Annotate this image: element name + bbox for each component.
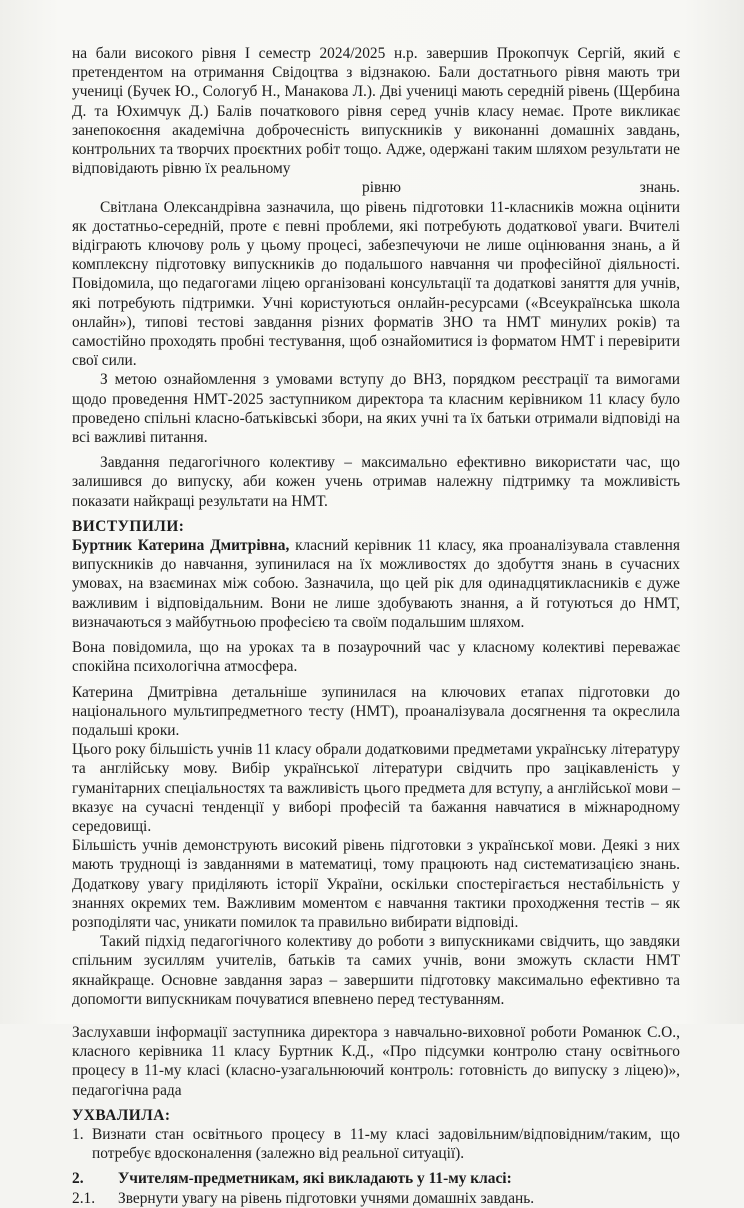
paragraph-task: Завдання педагогічного колективу – максимально ефективно використати час, що залишився до випуску, аби кожен учень отримав належну підтримку та можливість показати найкращі результати на НМТ. — [72, 454, 680, 510]
paragraph-grades: на бали високого рівня І семестр 2024/2025 н.р. завершив Прокопчук Сергій, який є претендентом на отримання Свідоцтва з відзнакою. Бали достатнього рівня мають три учениці (Бучек Ю., Сологуб Н., Манакова Л.). Дві учениці мають середній рівень (Щербина Д. та Юхимчук Д.) Балів початкового рівня серед учнів класу немає. Проте викликає занепокоєння академічна доброчесність випускників у виконанні домашніх завдань, контрольних та творчих проєктних робіт тощо. Адже, одержані таким шляхом результати не відповідають рівню їх реальному — [72, 45, 680, 178]
decision-item-1 — [72, 1125, 680, 1163]
decision-item-2 — [72, 1169, 680, 1188]
decision-item-2-1-text: Звернути увагу на рівень підготовки учнями домашніх завдань. — [118, 1189, 535, 1207]
paragraph-approach: Такий підхід педагогічного колективу до роботи з випускниками свідчить, що завдяки спільним зусиллям учителів, батьків та самих учнів, вони зможуть скласти НМТ якнайкраще. Основне завдання зараз – завершити підготовку максимально ефективно та допомогти випускникам почуватися впевнено перед тестуванням. — [72, 933, 680, 1008]
decision-item-1-text: Визнати стан освітнього процесу в 11-му класі задовільним/відповідним/таким, що потребує вдосконалення (залежно від реальної ситуації). — [92, 1125, 680, 1163]
paragraph-having-heard: Заслухавши інформації заступника директора з навчально-виховної роботи Романюк С.О., класного керівника 11 класу Буртник К.Д., «Про підсумки контролю стану освітнього процесу в 11-му класі (класно-узагальнюючий контроль: готовність до випуску з ліцею)», педагогічна рада — [72, 1023, 680, 1099]
paragraph-levels: Більшість учнів демонструють високий рівень підготовки з української мови. Деякі з них мають труднощі із завданнями в математиці, тому працюють над систематизацією знань. Додаткову увагу приділяють історії України, оскільки спостерігається нестабільність у знаннях окремих тем. Важливим моментом є навчання тактики проходження тестів – як розподіляти час, уникати помилок та правильно вибирати відповіді. — [72, 837, 680, 931]
speaker-text: класний керівник 11 класу, яка проаналізувала ставлення випускників до навчання, зупинилася на їх можливостях до здобуття знань в сучасних умовах, на взаєминах між собою. Зазначила, що цей рік для одинадцятикласників є дуже важливим і відповідальним. Вони не лише здобувають знання, а й готуються до НМТ, визначаються з майбутньою професією та своїм подальшим шляхом. — [72, 537, 680, 631]
paragraph-grades-tail — [72, 178, 680, 197]
tail-word-rivniu: рівню — [362, 179, 401, 197]
decision-item-2-1 — [72, 1189, 680, 1208]
paragraph-svitlana: Світлана Олександрівна зазначила, що рівень підготовки 11-класників можна оцінити як достатньо-середній, проте є певні проблеми, які потребують додаткової уваги. Вчителі відіграють ключову роль у цьому процесі, забезпечуючи не лише оцінювання знань, а й комплексну підготовку випускників до подальшого навчання чи професійної діяльності. Повідомила, що педагогами ліцею організовані консультації та додаткові заняття для учнів, які потребують підтримки. Учні користуються онлайн-ресурсами («Всеукраїнська школа онлайн»), типові тестові завдання різних форматів ЗНО та НМТ минулих років) та самостійно проходять пробні тестування, щоб ознайомитися із форматом НМТ і перевірити свої сили. — [72, 198, 680, 370]
paragraph-burtnyk — [72, 536, 680, 632]
speaker-name: Буртник Катерина Дмитрівна, — [72, 537, 290, 555]
decision-item-2-text: Учителям-предметникам, які викладають у 11-му класі: — [118, 1170, 512, 1188]
paragraph-atmosphere: Вона повідомила, що на уроках та в позаурочний час у класному колективі переважає спокійна психологічна атмосфера. — [72, 639, 680, 676]
decision-item-2-1-number: 2.1. — [72, 1189, 96, 1207]
decision-item-1-number: 1. — [72, 1125, 84, 1143]
paragraph-stages: Катерина Дмитрівна детальніше зупинилася на ключових етапах підготовки до національного мультипредметного тесту (НМТ), проаналізувала досягнення та окреслила подальші кроки. — [72, 683, 680, 739]
heading-vystupyly: ВИСТУПИЛИ: — [72, 517, 185, 535]
decision-item-2-number: 2. — [72, 1170, 84, 1188]
tail-word-znan: знань. — [639, 179, 680, 197]
paragraph-subjects: Цього року більшість учнів 11 класу обрали додатковими предметами українську літературу та англійську мову. Вибір української літератури свідчить про зацікавленість у гуманітарних спеціальностях та важливість цього предмета для вступу, а англійської мови – вказує на сучасні тенденції у виборі професій та бажання навчатися в міжнародному середовищі. — [72, 741, 680, 835]
document-body — [72, 44, 680, 1208]
heading-ukhvalyla: УХВАЛИЛА: — [72, 1106, 171, 1124]
paragraph-entrance: З метою ознайомлення з умовами вступу до ВНЗ, порядком реєстрації та вимогами щодо проведення НМТ-2025 заступником директора та класним керівником 11 класу було проведено спільні класно-батьківські збори, на яких учні та їх батьки отримали відповіді на всі важливі питання. — [72, 371, 680, 447]
